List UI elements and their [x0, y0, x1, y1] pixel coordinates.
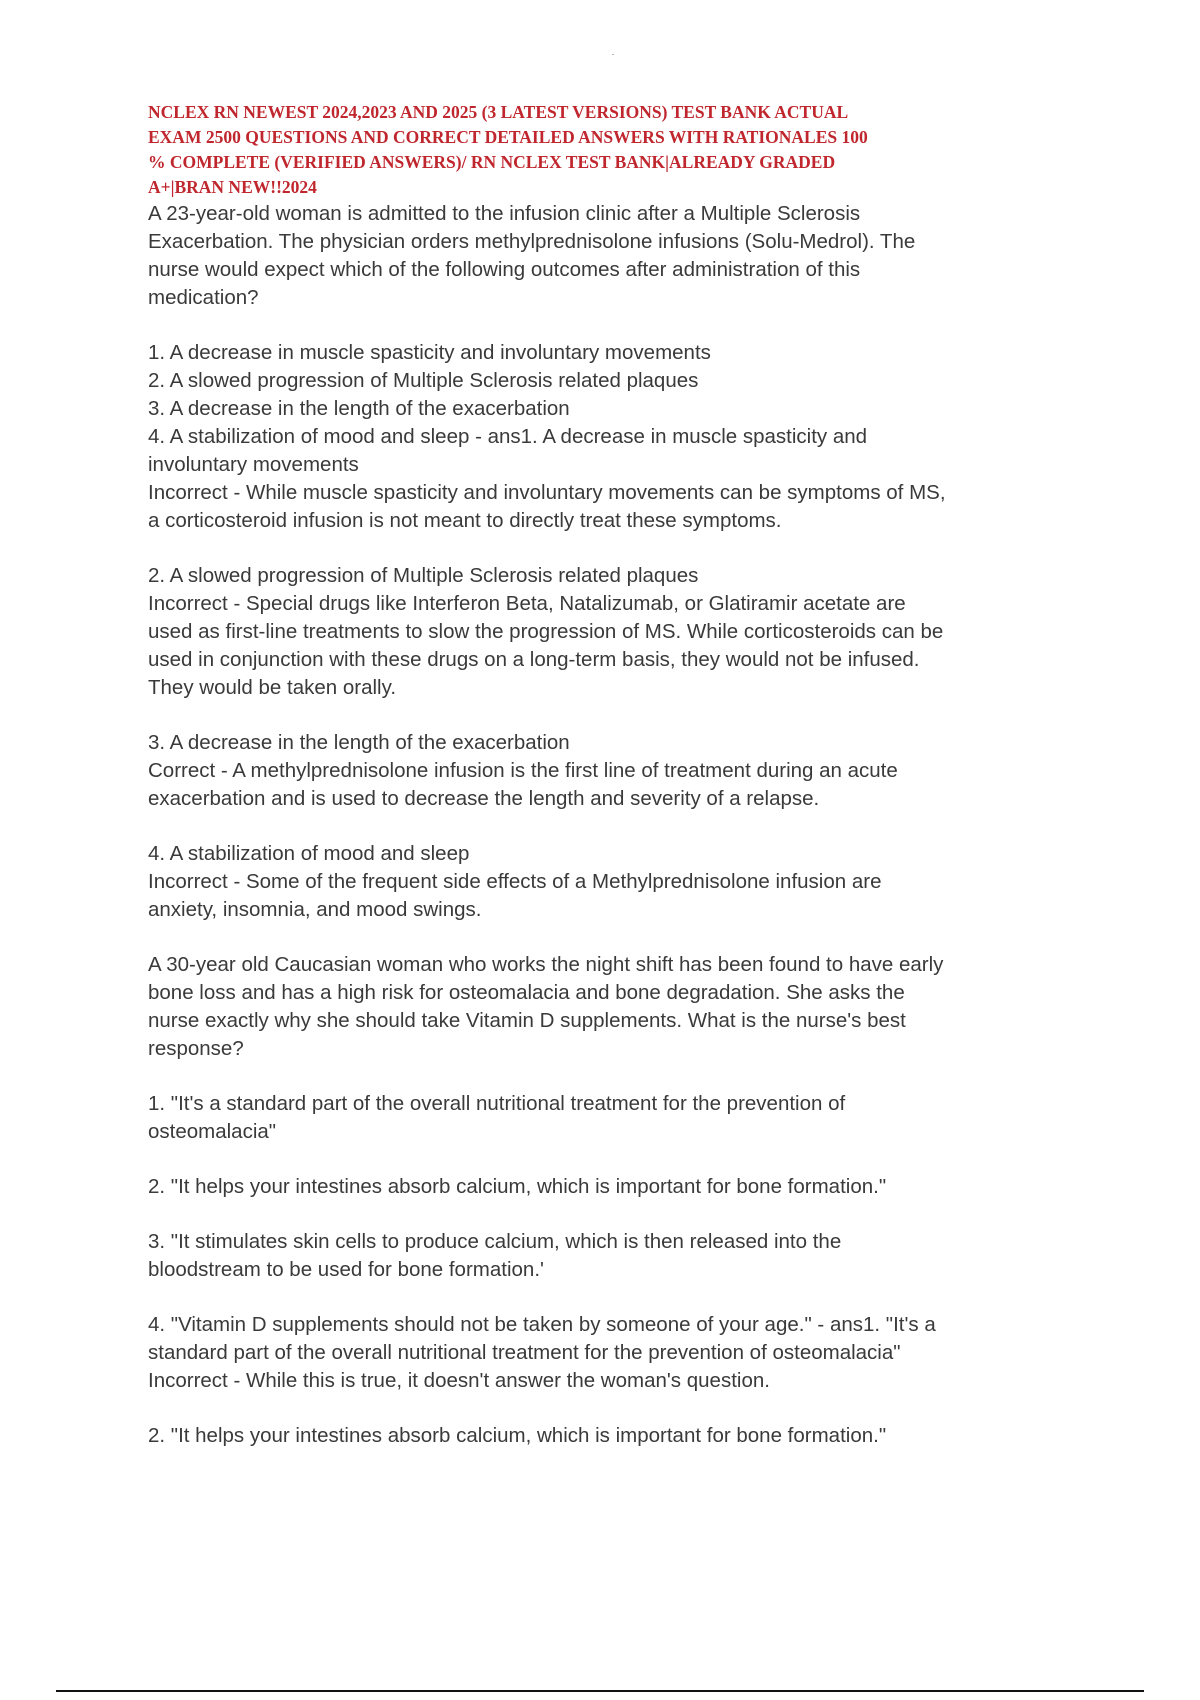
spacer — [148, 1284, 1088, 1311]
option-line: 1. A decrease in muscle spasticity and involuntary movements — [148, 341, 711, 364]
rationale-line: anxiety, insomnia, and mood swings. — [148, 898, 482, 921]
spacer — [148, 1395, 1088, 1422]
question-2-option-2 — [148, 1173, 1088, 1201]
option-line: 3. "It stimulates skin cells to produce calcium, which is then released into the — [148, 1230, 842, 1253]
rationale-line: used in conjunction with these drugs on a long-term basis, they would not be infused. — [148, 648, 920, 671]
question-1-stem — [148, 200, 1088, 312]
rationale-line: Incorrect - Some of the frequent side effects of a Methylprednisolone infusion are — [148, 870, 882, 893]
option-line: 4. "Vitamin D supplements should not be taken by someone of your age." - ans1. "It's a — [148, 1313, 936, 1336]
text-line: bone loss and has a high risk for osteomalacia and bone degradation. She asks the — [148, 981, 905, 1004]
page-bottom-rule — [56, 1690, 1144, 1692]
spacer — [148, 312, 1088, 339]
rationale-line: a corticosteroid infusion is not meant to directly treat these symptoms. — [148, 509, 782, 532]
text-line: A 30-year old Caucasian woman who works the night shift has been found to have early — [148, 953, 944, 976]
spacer — [148, 702, 1088, 729]
rationale-line: 4. A stabilization of mood and sleep — [148, 842, 470, 865]
option-line: osteomalacia" — [148, 1120, 277, 1143]
title-line: EXAM 2500 QUESTIONS AND CORRECT DETAILED ANSWERS WITH RATIONALES 100 — [148, 127, 868, 147]
rationale-line: 2. "It helps your intestines absorb calcium, which is important for bone formation." — [148, 1424, 887, 1447]
text-line: nurse exactly why she should take Vitamin D supplements. What is the nurse's best — [148, 1009, 906, 1032]
question-2-stem — [148, 951, 1088, 1063]
option-line: 1. "It's a standard part of the overall nutritional treatment for the prevention of — [148, 1092, 846, 1115]
rationale-line: Incorrect - While muscle spasticity and involuntary movements can be symptoms of MS, — [148, 481, 946, 504]
text-line: nurse would expect which of the following outcomes after administration of this — [148, 258, 861, 281]
option-line: involuntary movements — [148, 453, 359, 476]
text-line: Exacerbation. The physician orders methylprednisolone infusions (Solu-Medrol). The — [148, 230, 916, 253]
rationale-line: 2. A slowed progression of Multiple Sclerosis related plaques — [148, 564, 699, 587]
text-line: response? — [148, 1037, 244, 1060]
question-2-option-4 — [148, 1311, 1088, 1395]
question-1-options — [148, 339, 1088, 535]
option-line: standard part of the overall nutritional treatment for the prevention of osteomalacia" — [148, 1341, 901, 1364]
rationale-line: 3. A decrease in the length of the exacerbation — [148, 731, 570, 754]
spacer — [148, 535, 1088, 562]
document-page — [148, 100, 1088, 1450]
option-line: 2. A slowed progression of Multiple Sclerosis related plaques — [148, 369, 699, 392]
text-line: A 23-year-old woman is admitted to the infusion clinic after a Multiple Sclerosis — [148, 202, 861, 225]
title-line: A+|BRAN NEW!!2024 — [148, 177, 317, 197]
rationale-line: exacerbation and is used to decrease the length and severity of a relapse. — [148, 787, 820, 810]
spacer — [148, 813, 1088, 840]
rationale-line: Correct - A methylprednisolone infusion is the first line of treatment during an acute — [148, 759, 898, 782]
spacer — [148, 924, 1088, 951]
spacer — [148, 1063, 1088, 1090]
scan-speck — [612, 54, 614, 55]
option-line: bloodstream to be used for bone formation.' — [148, 1258, 544, 1281]
question-2-option-3 — [148, 1228, 1088, 1284]
option-line: 3. A decrease in the length of the exacerbation — [148, 397, 570, 420]
text-line: medication? — [148, 286, 259, 309]
option-line: 2. "It helps your intestines absorb calcium, which is important for bone formation." — [148, 1175, 887, 1198]
question-1-rationale-3 — [148, 729, 1088, 813]
question-2-option-1 — [148, 1090, 1088, 1146]
question-1-rationale-4 — [148, 840, 1088, 924]
rationale-line: Incorrect - Special drugs like Interferon Beta, Natalizumab, or Glatiramir acetate are — [148, 592, 906, 615]
spacer — [148, 1146, 1088, 1173]
question-1-rationale-2 — [148, 562, 1088, 702]
option-line: 4. A stabilization of mood and sleep - ans1. A decrease in muscle spasticity and — [148, 425, 868, 448]
title-line: NCLEX RN NEWEST 2024,2023 AND 2025 (3 LATEST VERSIONS) TEST BANK ACTUAL — [148, 102, 849, 122]
document-title — [148, 100, 1088, 200]
title-line: % COMPLETE (VERIFIED ANSWERS)/ RN NCLEX TEST BANK|ALREADY GRADED — [148, 152, 836, 172]
spacer — [148, 1201, 1088, 1228]
question-2-rationale-2 — [148, 1422, 1088, 1450]
rationale-line: used as first-line treatments to slow the progression of MS. While corticosteroids can be — [148, 620, 944, 643]
rationale-line: Incorrect - While this is true, it doesn't answer the woman's question. — [148, 1369, 770, 1392]
rationale-line: They would be taken orally. — [148, 676, 397, 699]
